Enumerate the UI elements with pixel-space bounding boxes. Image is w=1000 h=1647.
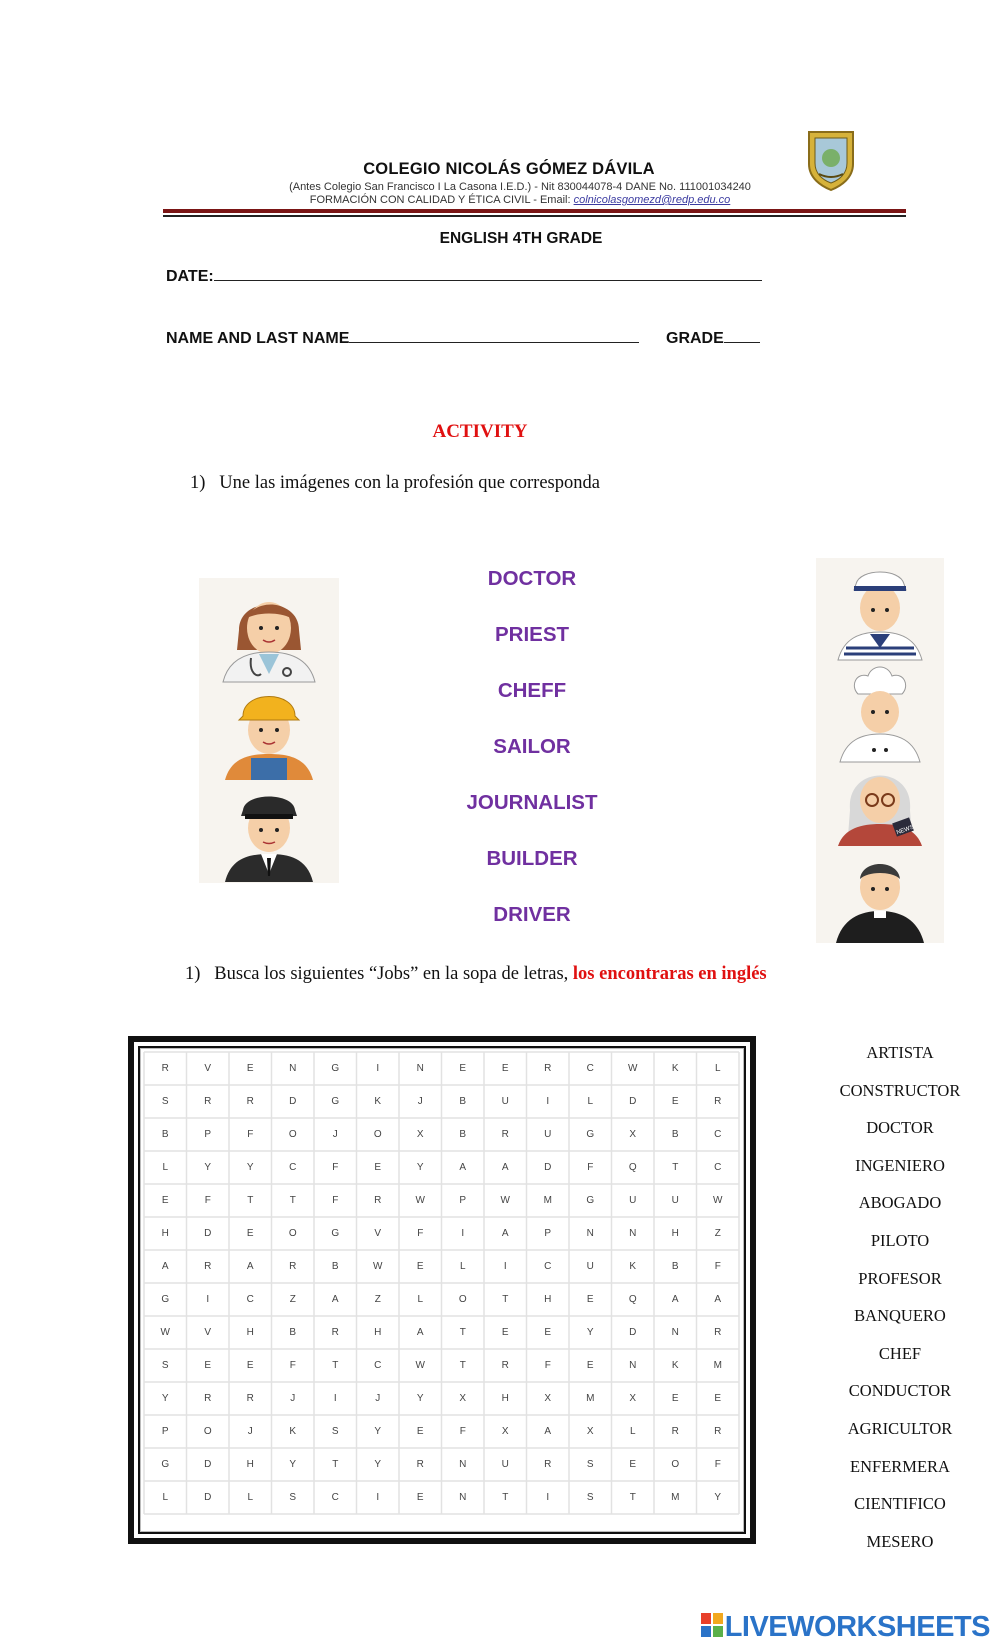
word-search-cell[interactable]: Z [714,1228,721,1239]
question-2-number: 1) [185,964,201,984]
word-search-cell[interactable]: A [246,1261,254,1272]
word-search-cell[interactable]: B [331,1261,339,1272]
word-search-cell[interactable]: T [502,1294,509,1305]
word-search-cell[interactable]: L [417,1294,424,1305]
word-search-cell[interactable]: F [714,1459,721,1470]
job-item: BANQUERO [854,1306,946,1326]
word-search-cell[interactable]: N [629,1360,637,1371]
sailor-picture [838,572,922,660]
word-search-cell[interactable]: I [376,1492,380,1503]
word-search-cell[interactable]: C [586,1063,594,1074]
word-search-cell[interactable]: H [544,1294,552,1305]
word-search-cell[interactable]: S [331,1426,339,1437]
word-search-cell[interactable]: F [714,1261,721,1272]
word-search-cell[interactable]: H [671,1228,679,1239]
word-search-cell[interactable]: D [629,1327,637,1338]
word-search-cell[interactable]: A [331,1294,339,1305]
word-search-cell[interactable]: X [586,1426,594,1437]
word-search-cell[interactable]: T [332,1360,339,1371]
word-search-cell[interactable]: Q [628,1294,637,1305]
word-search-cell[interactable]: R [501,1129,509,1140]
word-search-cell[interactable]: Q [628,1162,637,1173]
word-search-cell[interactable]: Y [586,1327,594,1338]
word-search-cell[interactable]: I [461,1228,465,1239]
word-search-cell[interactable]: K [629,1261,637,1272]
question-2 [185,964,767,985]
word-search-cell[interactable]: J [247,1426,253,1437]
word-search-cell[interactable]: B [671,1129,679,1140]
word-search-cell[interactable]: L [247,1492,254,1503]
word-search-cell[interactable]: K [374,1096,382,1107]
word-search-cell[interactable]: H [374,1327,382,1338]
word-search-cell[interactable]: U [586,1261,594,1272]
word-search-cell[interactable]: Z [374,1294,381,1305]
job-item: PILOTO [870,1231,930,1250]
word-search-cell[interactable]: T [459,1360,466,1371]
header-divider-thin [163,215,906,217]
word-search-cell[interactable]: A [671,1294,679,1305]
word-search-cell[interactable]: C [714,1129,722,1140]
word-search-cell[interactable]: E [416,1492,424,1503]
word-search-cell[interactable]: M [671,1492,680,1503]
word-search-cell[interactable]: R [161,1063,169,1074]
word-search-cell[interactable]: N [459,1492,467,1503]
word-search-cell[interactable]: P [544,1228,552,1239]
word-search-frame [128,1036,756,1544]
profession-builder[interactable]: BUILDER [486,847,578,870]
profession-sailor[interactable]: SAILOR [493,735,571,758]
word-search-cell[interactable]: W [500,1195,510,1206]
profession-priest[interactable]: PRIEST [494,623,570,646]
word-search-cell[interactable]: W [628,1063,638,1074]
word-search-cell[interactable]: E [161,1195,169,1206]
word-search-cell[interactable]: S [161,1096,169,1107]
word-search-cell[interactable]: F [332,1195,339,1206]
word-search-cell[interactable]: F [204,1195,211,1206]
word-search-cell[interactable]: E [501,1327,509,1338]
header-divider [163,209,906,213]
word-search-cell[interactable]: V [204,1327,212,1338]
word-search-cell[interactable]: N [629,1228,637,1239]
word-search-cell[interactable]: E [416,1426,424,1437]
word-search-cell[interactable]: X [416,1129,424,1140]
word-search-cell[interactable]: R [204,1096,212,1107]
word-search-cell[interactable]: S [586,1459,594,1470]
word-search-cell[interactable]: G [331,1228,340,1239]
word-search-cell[interactable]: L [714,1063,721,1074]
word-search-cell[interactable]: H [501,1393,509,1404]
word-search-cell[interactable]: D [629,1096,637,1107]
word-search-cell[interactable]: B [459,1129,467,1140]
word-search-cell[interactable]: P [161,1426,169,1437]
word-search-cell[interactable]: S [161,1360,169,1371]
word-search-cell[interactable]: N [586,1228,594,1239]
word-search-cell[interactable]: W [415,1195,425,1206]
word-search-cell[interactable]: T [629,1492,636,1503]
chef-picture [840,667,920,762]
word-search-cell[interactable]: T [289,1195,296,1206]
word-search-cell[interactable]: A [161,1261,169,1272]
word-search-cell[interactable]: Y [714,1492,722,1503]
word-search-cell[interactable]: T [672,1162,679,1173]
word-search-cell[interactable]: H [246,1327,254,1338]
word-search-cell[interactable]: F [544,1360,551,1371]
word-search-cell[interactable]: C [246,1294,254,1305]
word-search-cell[interactable]: A [416,1327,424,1338]
right-pictures [816,558,944,943]
word-search-cell[interactable]: I [546,1096,550,1107]
word-search-cell[interactable]: N [671,1327,679,1338]
school-motto-line [0,194,1000,206]
word-search-cell[interactable]: F [417,1228,424,1239]
word-search-cell[interactable]: Y [204,1162,212,1173]
job-item: MESERO [866,1531,934,1551]
word-search-cell[interactable]: P [459,1195,467,1206]
word-search-cell[interactable]: D [544,1162,552,1173]
word-search-cell[interactable]: B [289,1327,297,1338]
word-search-cell[interactable]: Y [289,1459,297,1470]
word-search-cell[interactable]: E [671,1393,679,1404]
word-search-cell[interactable]: I [206,1294,210,1305]
word-search-cell[interactable]: X [544,1393,552,1404]
word-search-cell[interactable]: A [459,1162,467,1173]
word-search-cell[interactable]: Y [416,1162,424,1173]
journalist-picture [838,776,922,847]
profession-driver[interactable]: DRIVER [493,903,571,926]
activity-title: ACTIVITY [432,421,528,442]
word-search-cell[interactable]: V [204,1063,212,1074]
word-search-cell[interactable]: G [161,1459,170,1470]
word-search-cell[interactable]: W [373,1261,383,1272]
word-search-cell[interactable]: J [417,1096,423,1107]
word-search-cell[interactable]: A [501,1228,509,1239]
question-1-number: 1) [190,473,206,493]
word-search-cell[interactable]: R [246,1393,254,1404]
word-search-cell[interactable]: C [714,1162,722,1173]
job-item: CHEF [878,1343,922,1363]
word-search-cell[interactable]: C [331,1492,339,1503]
word-search-cell[interactable]: Y [374,1459,382,1470]
word-search-cell[interactable]: L [629,1426,636,1437]
word-search-cell[interactable]: E [246,1063,254,1074]
word-search-cell[interactable]: W [160,1327,170,1338]
word-search-cell[interactable]: N [289,1063,297,1074]
word-search-cell[interactable]: K [671,1360,679,1371]
word-search-cell[interactable]: E [501,1063,509,1074]
word-search-cell[interactable]: Y [161,1393,169,1404]
word-search-cell[interactable]: U [629,1195,637,1206]
question-2-text: Busca los siguientes “Jobs” en la sopa de letras, [214,964,573,984]
word-search-cell[interactable]: L [459,1261,466,1272]
word-search-cell[interactable]: C [374,1360,382,1371]
word-search-cell[interactable]: X [629,1393,637,1404]
word-search-cell[interactable]: F [332,1162,339,1173]
word-search-cell[interactable]: E [629,1459,637,1470]
job-item: PROFESOR [858,1268,942,1288]
word-search-cell[interactable]: I [333,1393,337,1404]
word-search-cell[interactable]: Y [416,1393,424,1404]
word-search-cell[interactable]: D [204,1228,212,1239]
word-search-cell[interactable]: E [459,1063,467,1074]
date-label: DATE: [166,268,214,285]
word-search-cell[interactable]: F [247,1129,254,1140]
word-search-cell[interactable]: R [331,1327,339,1338]
question-1 [190,473,600,494]
word-search-cell[interactable]: F [459,1426,466,1437]
word-search-cell[interactable]: U [501,1096,509,1107]
word-search-cell[interactable]: B [671,1261,679,1272]
word-search-cell[interactable]: B [459,1096,467,1107]
word-search-cell[interactable]: E [586,1360,594,1371]
question-2-highlight: los encontraras en inglés [572,964,767,984]
logo-text: LIVEWORKSHEETS [724,1611,990,1643]
liveworksheets-logo[interactable] [701,1611,990,1645]
word-search-cell[interactable]: O [288,1228,297,1239]
word-search-cell[interactable]: R [204,1393,212,1404]
word-search-cell[interactable]: O [671,1459,680,1470]
word-search-cell[interactable]: R [714,1096,722,1107]
word-search-cell[interactable]: K [289,1426,297,1437]
word-search-cell[interactable]: W [713,1195,723,1206]
word-search-cell[interactable]: R [671,1426,679,1437]
word-search-cell[interactable]: Y [374,1426,382,1437]
word-search-cell[interactable]: Z [289,1294,296,1305]
logo-squares-icon [701,1612,723,1645]
word-search-cell[interactable]: O [288,1129,297,1140]
name-blank[interactable] [349,342,639,343]
word-search-cell[interactable]: R [289,1261,297,1272]
word-search-cell[interactable]: O [458,1294,467,1305]
worksheet-title: ENGLISH 4TH GRADE [439,230,603,247]
word-search-cell[interactable]: A [501,1162,509,1173]
word-search-cell[interactable]: F [289,1360,296,1371]
word-search-cell[interactable]: J [375,1393,381,1404]
word-search-cell[interactable]: L [162,1492,169,1503]
name-label: NAME AND LAST NAME [166,330,350,347]
word-search-cell[interactable]: W [415,1360,425,1371]
word-search-cell[interactable]: R [714,1327,722,1338]
school-info-line: (Antes Colegio San Francisco I La Casona I.E.D.) - Nit 830044078-4 DANE No. 111001034240 [289,181,751,193]
word-search-cell[interactable]: F [587,1162,594,1173]
word-search-cell[interactable]: U [544,1129,552,1140]
word-search-cell[interactable]: G [331,1096,340,1107]
date-field [166,268,762,286]
word-search-cell[interactable]: J [290,1393,296,1404]
word-search-cell[interactable]: M [713,1360,722,1371]
job-item: CONSTRUCTOR [839,1080,961,1100]
word-search-cell[interactable]: S [586,1492,594,1503]
job-item: CIENTIFICO [854,1494,946,1514]
word-search-cell[interactable]: N [459,1459,467,1470]
word-search-cell[interactable]: I [546,1492,550,1503]
word-search-cell[interactable]: E [416,1261,424,1272]
word-search-cell[interactable]: T [332,1459,339,1470]
word-search-cell[interactable]: A [714,1294,722,1305]
job-item: ENFERMERA [850,1456,950,1476]
school-name: COLEGIO NICOLÁS GÓMEZ DÁVILA [363,160,655,178]
word-search-cell[interactable]: P [204,1129,212,1140]
word-search-cell[interactable]: D [289,1096,297,1107]
word-search-cell[interactable]: L [162,1162,169,1173]
word-search-cell[interactable]: H [246,1459,254,1470]
school-motto: FORMACIÓN CON CALIDAD Y ÉTICA CIVIL - Email: [309,194,574,206]
word-search-cell[interactable]: C [544,1261,552,1272]
word-search-cell[interactable]: X [629,1129,637,1140]
word-search-cell[interactable]: E [544,1327,552,1338]
job-item: ABOGADO [858,1193,942,1213]
word-search-cell[interactable]: R [544,1459,552,1470]
word-search-cell[interactable]: X [501,1426,509,1437]
job-item: CONDUCTOR [848,1381,952,1401]
profession-cheff[interactable]: CHEFF [497,679,567,702]
word-search-cell[interactable]: U [671,1195,679,1206]
job-item: ARTISTA [866,1043,934,1062]
word-search-cell[interactable]: E [204,1360,212,1371]
news-mic-label: NEWS [895,824,915,837]
word-search-cell[interactable]: U [501,1459,509,1470]
word-search-cell[interactable]: D [204,1492,212,1503]
grade-blank[interactable] [724,342,760,343]
profession-journalist[interactable]: JOURNALIST [466,791,598,814]
word-search-cell[interactable]: R [714,1426,722,1437]
word-search-cell[interactable]: G [161,1294,170,1305]
word-search-cell[interactable]: M [543,1195,552,1206]
word-search-cell[interactable]: R [416,1459,424,1470]
word-search-cell[interactable]: R [501,1360,509,1371]
word-search-cell[interactable]: R [204,1261,212,1272]
word-search-cell[interactable]: M [586,1393,595,1404]
word-search-cell[interactable]: E [246,1228,254,1239]
word-search-cell[interactable]: E [586,1294,594,1305]
word-search-cell[interactable]: B [161,1129,169,1140]
name-field [166,330,639,348]
word-search-cell[interactable]: T [247,1195,254,1206]
word-search-cell[interactable]: O [373,1129,382,1140]
word-search-cell[interactable]: O [203,1426,212,1437]
word-search-cell[interactable]: K [671,1063,679,1074]
word-search-cell[interactable]: R [544,1063,552,1074]
word-search-cell[interactable]: E [714,1393,722,1404]
word-search-cell[interactable]: G [331,1063,340,1074]
word-search-cell[interactable]: V [374,1228,382,1239]
word-search-cell[interactable]: T [459,1327,466,1338]
word-search-cell[interactable]: R [246,1096,254,1107]
date-blank[interactable] [214,280,762,281]
word-search-cell[interactable]: E [246,1360,254,1371]
job-item: DOCTOR [866,1118,934,1138]
word-search-cell[interactable]: E [671,1096,679,1107]
word-search-cell[interactable]: S [289,1492,297,1503]
word-search-cell[interactable]: I [503,1261,507,1272]
word-search-cell[interactable]: E [374,1162,382,1173]
word-search-cell[interactable]: Y [246,1162,254,1173]
word-search-cell[interactable]: C [289,1162,297,1173]
word-search-cell[interactable]: A [544,1426,552,1437]
word-search-cell[interactable]: D [204,1459,212,1470]
word-search-cell[interactable]: H [161,1228,169,1239]
word-search-cell[interactable]: T [502,1492,509,1503]
word-search-cell[interactable]: N [416,1063,424,1074]
grade-field [666,330,760,348]
job-item: INGENIERO [855,1155,945,1175]
word-search-cell[interactable]: J [332,1129,338,1140]
question-1-text: Une las imágenes con la profesión que corresponda [219,473,600,493]
profession-doctor[interactable]: DOCTOR [487,567,577,590]
school-email-link[interactable]: colnicolasgomezd@redp.edu.co [573,194,731,206]
word-search-cell[interactable]: X [459,1393,467,1404]
job-item: AGRICULTOR [847,1419,953,1438]
word-search-cell[interactable]: L [587,1096,594,1107]
word-search-cell[interactable]: G [586,1195,595,1206]
priest-picture [836,864,924,943]
word-search-cell[interactable]: G [586,1129,595,1140]
word-search-cell[interactable]: R [374,1195,382,1206]
word-search-cell[interactable]: I [376,1063,380,1074]
grade-label: GRADE [666,330,724,347]
